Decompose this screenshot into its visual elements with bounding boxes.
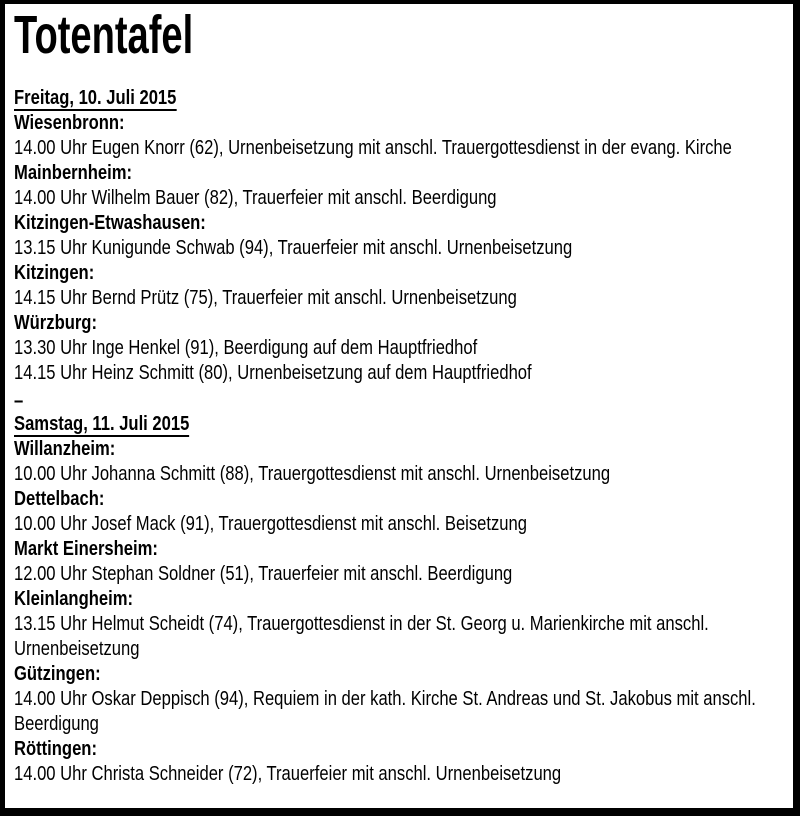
place-heading: Dettelbach: [14, 488, 105, 510]
entry-line: 13.15 Uhr Kunigunde Schwab (94), Trauerfeier mit anschl. Urnenbeisetzung [14, 237, 573, 259]
entry-line: 13.30 Uhr Inge Henkel (91), Beerdigung auf dem Hauptfriedhof [14, 337, 478, 359]
place-heading: Röttingen: [14, 738, 97, 760]
entry-line: 12.00 Uhr Stephan Soldner (51), Trauerfeier mit anschl. Beerdigung [14, 563, 513, 585]
place-heading: Kleinlangheim: [14, 588, 133, 610]
day-heading [14, 412, 784, 437]
page-content [14, 5, 784, 787]
place-heading: Wiesenbronn: [14, 112, 125, 134]
death-notice-list [14, 86, 784, 787]
entry-line: 14.15 Uhr Heinz Schmitt (80), Urnenbeisetzung auf dem Hauptfriedhof [14, 362, 532, 384]
entry-line: 13.15 Uhr Helmut Scheidt (74), Trauergottesdienst in der St. Georg u. Marienkirche mit anschl. Urnenbeisetzung [14, 613, 709, 660]
place-heading: Gützingen: [14, 663, 101, 685]
entry-line: 14.00 Uhr Wilhelm Bauer (82), Trauerfeier mit anschl. Beerdigung [14, 187, 497, 209]
entry-line: 14.00 Uhr Oskar Deppisch (94), Requiem in der kath. Kirche St. Andreas und St. Jakobus mit anschl. Beerdigung [14, 688, 756, 735]
day-heading [14, 86, 784, 111]
entry-line: 10.00 Uhr Johanna Schmitt (88), Trauergottesdienst mit anschl. Urnenbeisetzung [14, 463, 611, 485]
entry-line: 14.00 Uhr Christa Schneider (72), Trauerfeier mit anschl. Urnenbeisetzung [14, 763, 562, 785]
entry-line: 10.00 Uhr Josef Mack (91), Trauergottesdienst mit anschl. Beisetzung [14, 513, 528, 535]
place-heading: Willanzheim: [14, 438, 116, 460]
place-heading: Würzburg: [14, 312, 97, 334]
place-heading: Kitzingen-Etwashausen: [14, 212, 206, 234]
day-heading-text: Freitag, 10. Juli 2015 [14, 87, 177, 109]
page-title: Totentafel [14, 5, 194, 65]
day-heading-text: Samstag, 11. Juli 2015 [14, 413, 190, 435]
place-heading: Kitzingen: [14, 262, 95, 284]
place-heading: Mainbernheim: [14, 162, 133, 184]
entry-line: 14.00 Uhr Eugen Knorr (62), Urnenbeisetzung mit anschl. Trauergottesdienst in der evang. Kirche [14, 137, 732, 159]
place-heading: Markt Einersheim: [14, 538, 158, 560]
entry-line: 14.15 Uhr Bernd Prütz (75), Trauerfeier mit anschl. Urnenbeisetzung [14, 287, 517, 309]
day-separator: – [14, 390, 24, 412]
